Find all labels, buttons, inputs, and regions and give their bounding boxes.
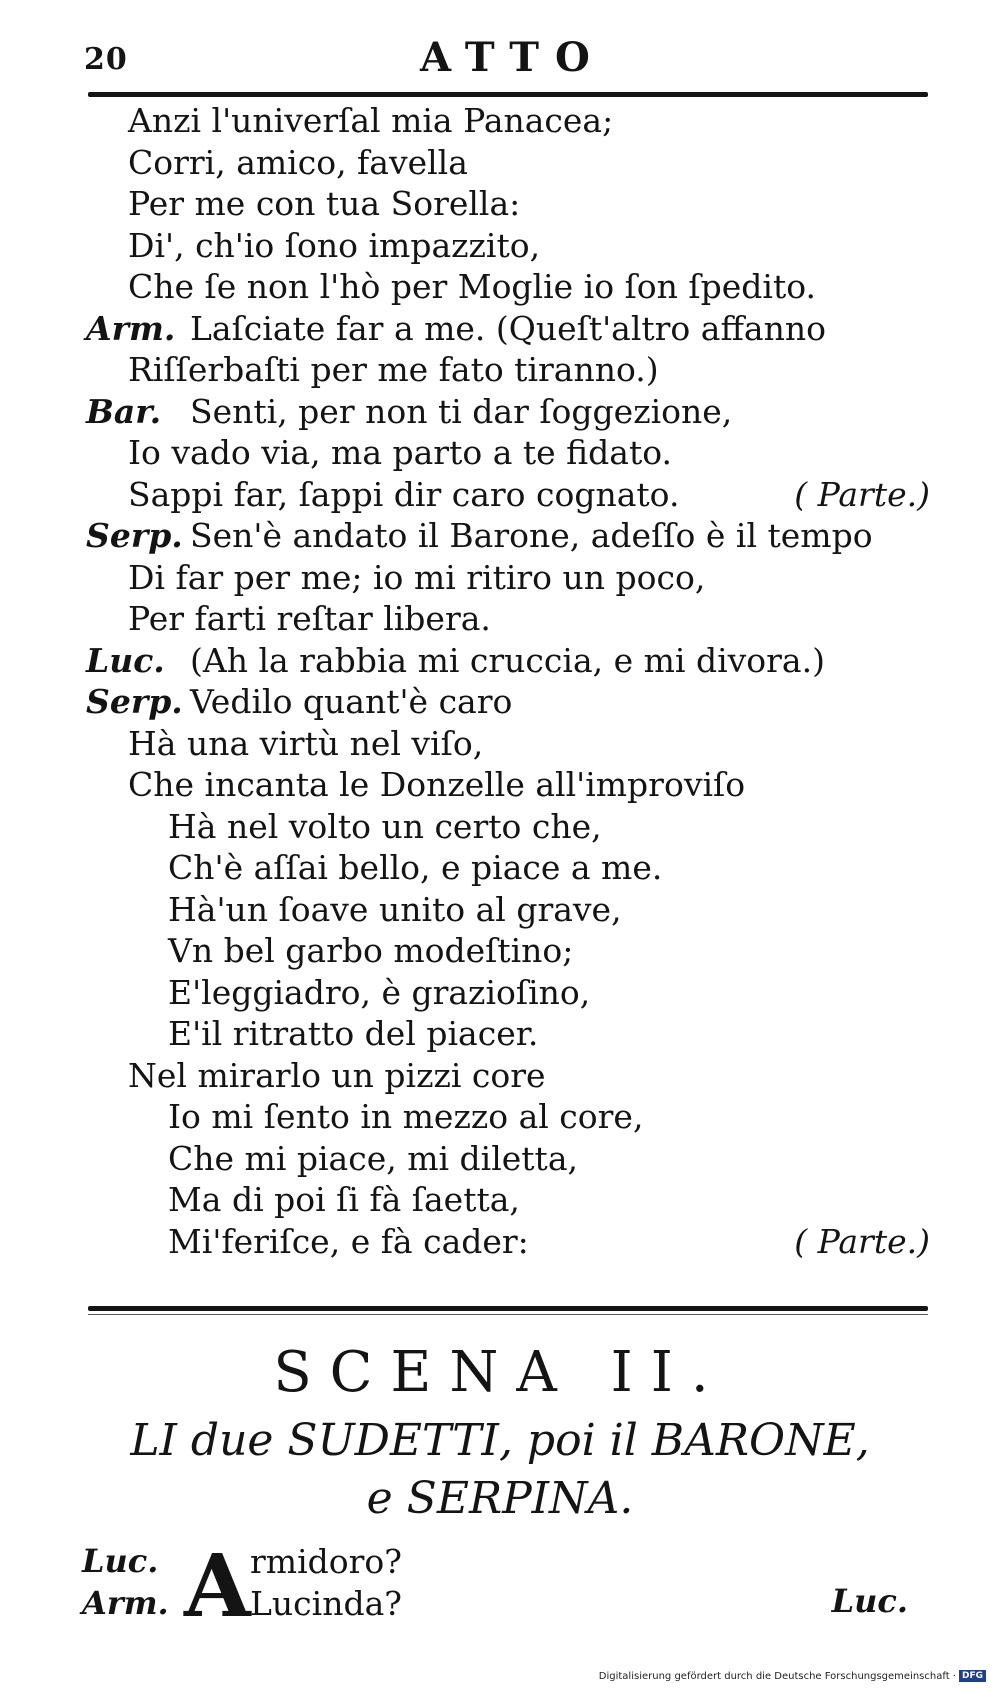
- verse-line: [0, 1179, 1000, 1221]
- verse-text: Per farti reſtar libera.: [128, 599, 491, 638]
- verse-line: [0, 308, 1000, 350]
- scene-title: SCENA II.: [273, 1340, 727, 1405]
- verse-line: [0, 930, 1000, 972]
- verse-line: [0, 100, 1000, 142]
- scene-persons: [0, 1412, 1000, 1528]
- verse-text: Che mi piace, mi diletta,: [168, 1138, 578, 1178]
- verse-line: [0, 598, 1000, 640]
- verse-text: Riſſerbaſti per me fato tiranno.): [128, 350, 659, 389]
- verse-line: [0, 183, 1000, 225]
- verse-text: Io mi ſento in mezzo al core,: [168, 1097, 644, 1136]
- verse-text: Di', ch'io ſono impazzito,: [128, 225, 541, 265]
- verse-text: Senti, per non ti dar ſoggezione,: [190, 391, 733, 431]
- verse-text: Sappi far, ſappi dir caro cognato.: [128, 474, 680, 514]
- catchword: Luc.: [831, 1582, 908, 1620]
- verse-line: [0, 515, 1000, 557]
- scene-rule: [88, 1306, 928, 1311]
- verse-line: [0, 266, 1000, 308]
- verse-text: Hà una virtù nel viſo,: [128, 723, 484, 763]
- dialogue-speaker-2: Arm.: [82, 1584, 169, 1622]
- speaker-label: Luc.: [86, 640, 165, 680]
- scene-persons-line-2: e SERPINA.: [366, 1473, 634, 1524]
- scene-persons-line-1: LI due SUDETTI, poi il BARONE,: [130, 1415, 870, 1466]
- drop-cap: A: [184, 1536, 251, 1637]
- verse-line: [0, 640, 1000, 682]
- top-rule: [88, 92, 928, 97]
- verse-text: Laſciate far a me. (Queſt'altro affanno: [190, 308, 826, 348]
- verse-line: [0, 1138, 1000, 1180]
- verse-text: Anzi l'univerſal mia Panacea;: [128, 101, 614, 140]
- verse-line: [0, 889, 1000, 931]
- running-head: ATTO: [420, 34, 606, 81]
- scene-rule-thin: [88, 1314, 928, 1315]
- verse-line: [0, 1096, 1000, 1138]
- verse-text: Corri, amico, favella: [128, 142, 468, 182]
- stage-direction: ( Parte.): [794, 1221, 930, 1261]
- speaker-label: Serp.: [86, 682, 183, 721]
- verse-line: [0, 142, 1000, 184]
- verse-text: E'il ritratto del piacer.: [168, 1014, 539, 1053]
- verse-text: Mi'feriſce, e fà cader:: [168, 1221, 529, 1261]
- speaker-label: Bar.: [86, 391, 162, 431]
- verse-line: [0, 764, 1000, 806]
- verse-line: [0, 972, 1000, 1014]
- verse-text: Hà nel volto un certo che,: [168, 806, 602, 846]
- verse-text: Nel mirarlo un pizzi core: [128, 1055, 546, 1095]
- verse-line: [0, 1055, 1000, 1097]
- verse-text: Sen'è andato il Barone, adeſſo è il tempo: [190, 516, 873, 555]
- verse-text: Di far per me; io mi ritiro un poco,: [128, 557, 706, 597]
- page-number: 20: [84, 42, 128, 77]
- speaker-label: Serp.: [86, 516, 183, 555]
- verse-line: [0, 391, 1000, 433]
- dialogue-text-2: Lucinda?: [250, 1584, 402, 1623]
- stage-direction: ( Parte.): [794, 474, 930, 514]
- verse-text: Per me con tua Sorella:: [128, 184, 521, 223]
- dfg-logo: DFG: [959, 1670, 986, 1682]
- verse-line: [0, 723, 1000, 765]
- verse-text: Che ſe non l'hò per Moglie io ſon ſpedito.: [128, 267, 817, 306]
- verse-text: Hà'un ſoave unito al grave,: [168, 889, 622, 929]
- verse-text: Ma di poi ſi fà ſaetta,: [168, 1180, 520, 1219]
- verse-text: Vedilo quant'è caro: [190, 682, 513, 721]
- verse-line: [0, 349, 1000, 391]
- verse-line: [0, 681, 1000, 723]
- verse-text: Ch'è aſſai bello, e piace a me.: [168, 848, 663, 887]
- verse-text: (Ah la rabbia mi cruccia, e mi divora.): [190, 640, 825, 680]
- verse-line: [0, 432, 1000, 474]
- verse-line: [0, 1013, 1000, 1055]
- verse-line: [0, 474, 1000, 516]
- verse-text: Io vado via, ma parto a te fidato.: [128, 433, 672, 472]
- verse-line: [0, 557, 1000, 599]
- speaker-label: Arm.: [86, 308, 176, 348]
- verse-line: [0, 847, 1000, 889]
- verse-text: Che incanta le Donzelle all'improviſo: [128, 765, 746, 804]
- verse-line: [0, 225, 1000, 267]
- verse-text: Vn bel garbo modeſtino;: [168, 931, 574, 970]
- verse-block: [0, 100, 1000, 1262]
- footer-text: Digitalisierung gefördert durch die Deutsche Forschungsgemeinschaft ·: [598, 1671, 956, 1682]
- digitization-footer: [599, 1670, 986, 1682]
- verse-text: E'leggiadro, è grazioſino,: [168, 972, 591, 1012]
- dialogue-text-1: rmidoro?: [250, 1542, 402, 1581]
- verse-line: [0, 1221, 1000, 1263]
- verse-line: [0, 806, 1000, 848]
- dialogue-speaker-1: Luc.: [82, 1542, 159, 1580]
